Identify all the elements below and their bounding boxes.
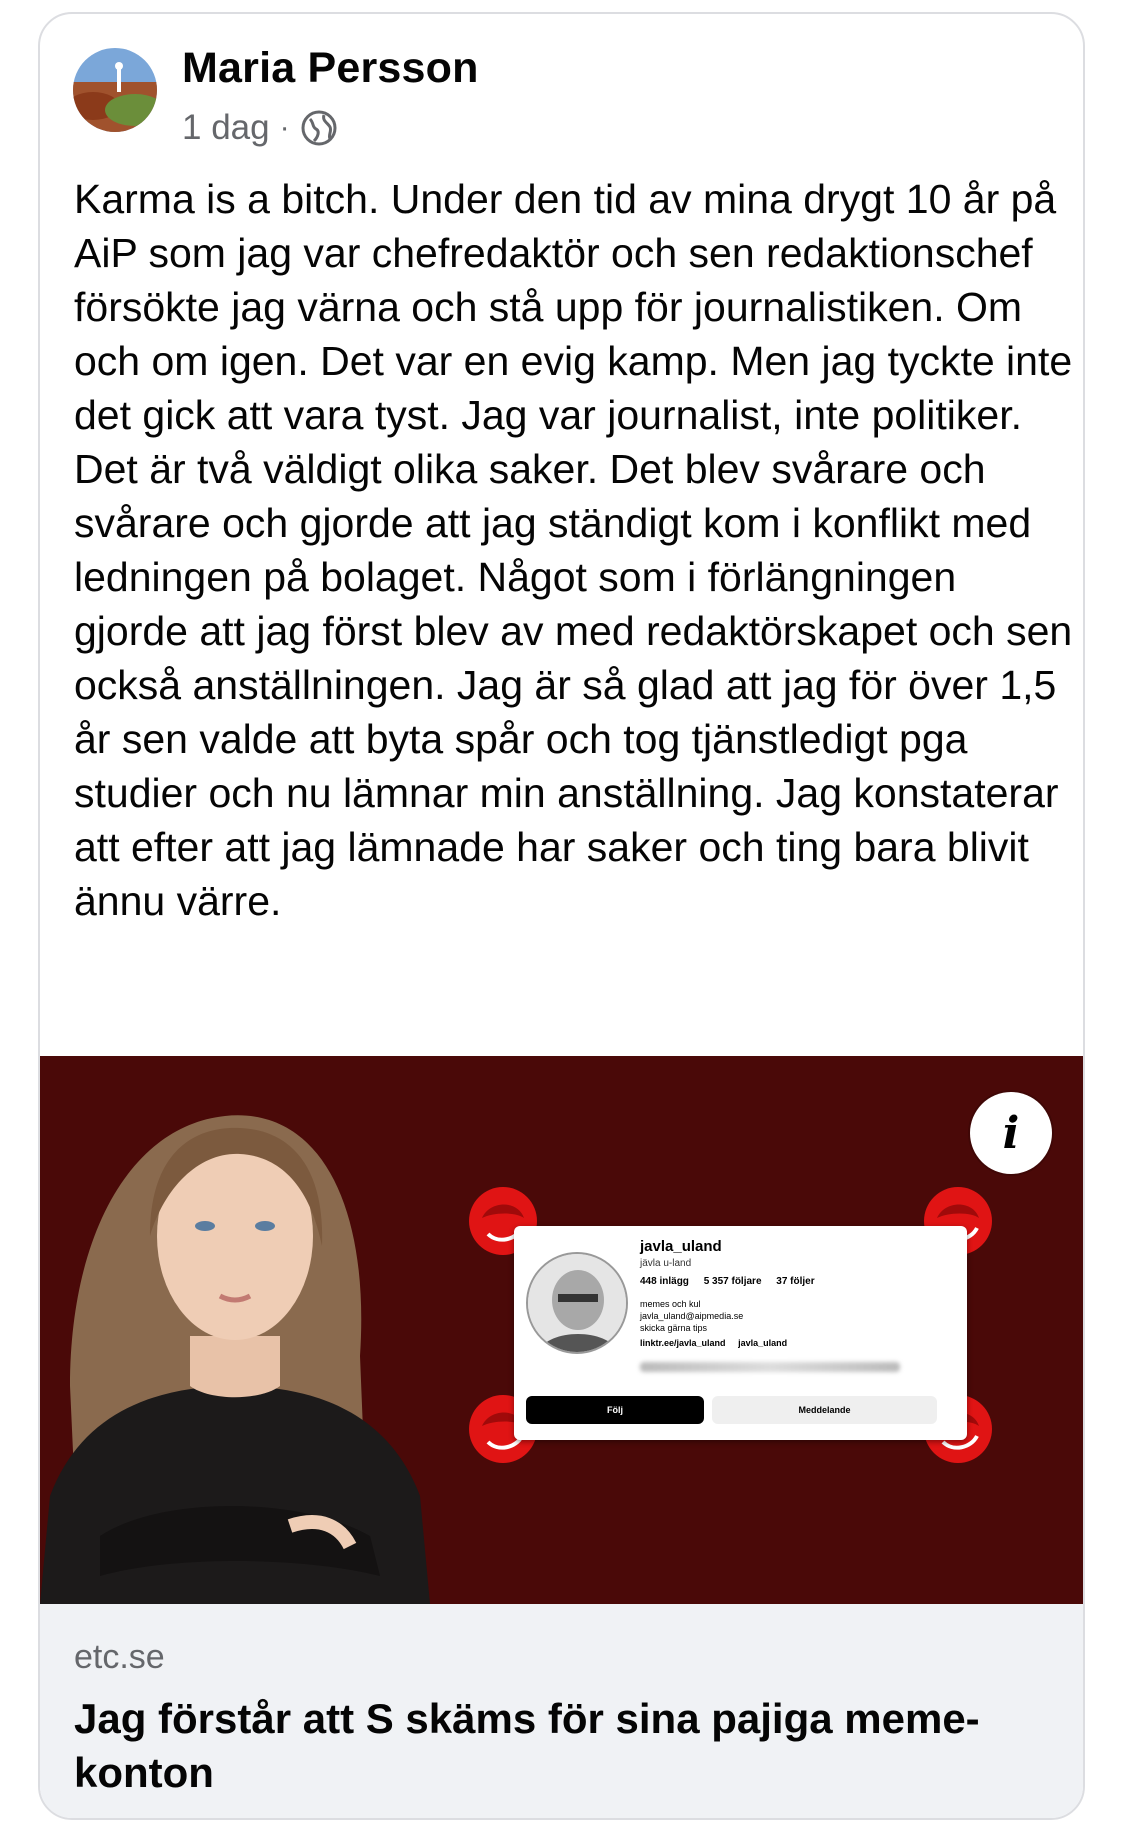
profile-username: javla_uland	[640, 1238, 722, 1255]
meta-separator: ·	[279, 111, 290, 144]
profile-links	[640, 1338, 797, 1348]
profile-link: linktr.ee/javla_uland	[640, 1338, 726, 1348]
link-domain: etc.se	[74, 1638, 165, 1676]
profile-link: javla_uland	[738, 1338, 788, 1348]
woman-portrait	[40, 1056, 440, 1604]
info-button[interactable]: i	[970, 1092, 1052, 1174]
globe-icon[interactable]	[300, 109, 338, 147]
link-preview-image[interactable]	[40, 1056, 1085, 1604]
profile-bio	[640, 1298, 743, 1334]
profile-follow-button: Följ	[526, 1396, 704, 1424]
author-avatar[interactable]	[73, 48, 157, 132]
author-name[interactable]: Maria Persson	[182, 44, 479, 92]
instagram-profile-card	[514, 1226, 967, 1440]
profile-message-button: Meddelande	[712, 1396, 937, 1424]
profile-posts-count: 448 inlägg	[640, 1276, 689, 1287]
profile-subtitle: jävla u-land	[640, 1258, 692, 1269]
profile-stats	[640, 1276, 827, 1287]
blurred-text	[640, 1362, 900, 1372]
post-meta	[182, 108, 338, 148]
post-timestamp[interactable]: 1 dag	[182, 108, 270, 147]
profile-bio-line: skicka gärna tips	[640, 1323, 708, 1333]
profile-bio-line: memes och kul	[640, 1299, 701, 1309]
link-preview-footer[interactable]	[40, 1604, 1085, 1820]
profile-followers-count: 5 357 följare	[703, 1276, 762, 1287]
profile-avatar	[526, 1252, 628, 1354]
link-headline: Jag förstår att S skäms för sina pajiga meme-konton	[74, 1695, 980, 1796]
post-card	[38, 12, 1085, 1820]
post-text: Karma is a bitch. Under den tid av mina drygt 10 år på AiP som jag var chefredaktör och sen redaktionschef försökte jag värna och stå upp för journalistiken. Om och om igen. Det var en evig kamp. Men jag tyckte inte det gick att vara tyst. Jag var journalist, inte politiker. Det är två väldigt olika saker. Det blev svårare och svårare och gjorde att jag ständigt kom i konflikt med ledningen på bolaget. Något som i förlängningen gjorde att jag först blev av med redaktörskapet och sen också anställningen. Jag är så glad att jag för över 1,5 år sen valde att byta spår och tog tjänstledigt pga studier och nu lämnar min anställning. Jag konstaterar att efter att jag lämnade har saker och ting bara blivit ännu värre.	[74, 176, 1073, 924]
profile-bio-line: javla_uland@aipmedia.se	[640, 1311, 744, 1321]
profile-following-count: 37 följer	[776, 1276, 815, 1287]
